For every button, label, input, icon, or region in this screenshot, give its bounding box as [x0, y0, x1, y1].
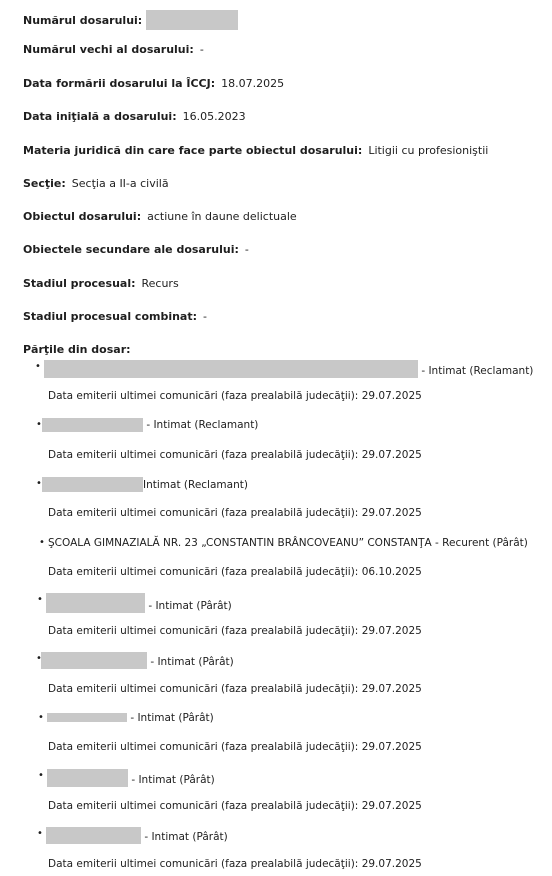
party-role: - Intimat (Pârât): [127, 712, 214, 724]
party-communication: [48, 448, 422, 462]
party-role: - Recurent (Pârât): [431, 537, 528, 549]
field-formation-date: [23, 77, 284, 91]
field-value: actiune în daune delictuale: [147, 210, 297, 223]
bullet-icon: •: [36, 653, 42, 664]
field-old-case-number: [23, 43, 204, 57]
communication-label: Data emiterii ultimei comunicări (faza prealabilă judecăţii):: [48, 800, 359, 812]
communication-date: 29.07.2025: [361, 741, 422, 753]
field-initial-date: [23, 110, 246, 124]
communication-date: 29.07.2025: [361, 683, 422, 695]
party-role: - Intimat (Pârât): [147, 656, 234, 668]
field-label: Numărul vechi al dosarului:: [23, 43, 194, 56]
party-role: - Intimat (Reclamant): [143, 419, 259, 431]
party-role: - Intimat (Pârât): [128, 774, 215, 786]
field-combined-stage: [23, 310, 207, 324]
communication-date: 29.07.2025: [361, 390, 422, 402]
party-item: [38, 769, 215, 787]
field-label: Materia juridică din care face parte obiectul dosarului:: [23, 144, 363, 157]
communication-date: 29.07.2025: [361, 507, 422, 519]
communication-date: 29.07.2025: [361, 800, 422, 812]
communication-date: 29.07.2025: [361, 625, 422, 637]
field-secondary-objects: [23, 243, 249, 257]
field-label: Stadiul procesual:: [23, 277, 136, 290]
field-label: Secţie:: [23, 177, 66, 190]
communication-label: Data emiterii ultimei comunicări (faza prealabilă judecăţii):: [48, 449, 359, 461]
party-item: [37, 593, 232, 613]
party-communication: [48, 624, 422, 638]
bullet-icon: •: [38, 712, 44, 723]
party-role: - Intimat (Pârât): [145, 600, 232, 612]
field-label: Obiectul dosarului:: [23, 210, 142, 223]
party-communication: [48, 857, 422, 871]
field-case-object: [23, 210, 297, 224]
communication-label: Data emiterii ultimei comunicări (faza prealabilă judecăţii):: [48, 683, 359, 695]
parties-heading: [23, 343, 131, 357]
field-value: Recurs: [141, 277, 179, 290]
parties-heading-text: Părţile din dosar:: [23, 343, 131, 356]
redacted-case-number: [146, 10, 238, 30]
party-item: [38, 711, 214, 725]
party-item: [39, 536, 528, 550]
bullet-icon: •: [38, 770, 44, 781]
redacted-party-name: [47, 769, 128, 787]
field-legal-matter: [23, 144, 488, 158]
party-item: [35, 360, 534, 378]
party-item: [36, 418, 259, 432]
field-value: -: [199, 43, 204, 56]
redacted-party-name: [46, 827, 141, 844]
field-label: Data iniţială a dosarului:: [23, 110, 177, 123]
redacted-party-name: [44, 360, 418, 378]
redacted-party-name: [42, 418, 143, 432]
communication-label: Data emiterii ultimei comunicări (faza prealabilă judecăţii):: [48, 625, 359, 637]
bullet-icon: •: [37, 594, 43, 605]
field-label: Data formării dosarului la ÎCCJ:: [23, 77, 216, 90]
party-communication: [48, 799, 422, 813]
field-label: Numărul dosarului:: [23, 14, 143, 27]
bullet-icon: •: [36, 419, 42, 430]
party-communication: [48, 740, 422, 754]
redacted-party-name: [42, 477, 143, 492]
party-item: [36, 652, 234, 669]
field-procedural-stage: [23, 277, 179, 291]
bullet-icon: •: [36, 478, 42, 489]
field-section: [23, 177, 169, 191]
field-value: Litigii cu profesioniştii: [368, 144, 489, 157]
redacted-party-name: [46, 593, 145, 613]
redacted-party-name: [41, 652, 147, 669]
field-value: -: [203, 310, 207, 323]
party-communication: [48, 682, 422, 696]
communication-label: Data emiterii ultimei comunicări (faza prealabilă judecăţii):: [48, 390, 359, 402]
field-case-number: [23, 10, 238, 30]
field-value: -: [244, 243, 249, 256]
party-role: Intimat (Reclamant): [143, 479, 248, 491]
communication-label: Data emiterii ultimei comunicări (faza prealabilă judecăţii):: [48, 858, 359, 870]
party-role: - Intimat (Pârât): [141, 831, 228, 843]
field-value: 16.05.2023: [182, 110, 246, 123]
bullet-icon: •: [37, 828, 43, 839]
communication-date: 06.10.2025: [361, 566, 422, 578]
redacted-party-name: [47, 713, 127, 722]
party-communication: [48, 506, 422, 520]
party-item: [37, 827, 228, 844]
bullet-icon: •: [39, 537, 45, 548]
field-value: 18.07.2025: [221, 77, 285, 90]
field-label: Obiectele secundare ale dosarului:: [23, 243, 239, 256]
party-item: [36, 477, 248, 492]
party-name: ŞCOALA GIMNAZIALĂ NR. 23 „CONSTANTIN BRÂNCOVEANU” CONSTANŢA: [48, 537, 432, 549]
communication-label: Data emiterii ultimei comunicări (faza prealabilă judecăţii):: [48, 566, 359, 578]
field-label: Stadiul procesual combinat:: [23, 310, 198, 323]
party-communication: [48, 565, 422, 579]
party-communication: [48, 389, 422, 403]
communication-label: Data emiterii ultimei comunicări (faza prealabilă judecăţii):: [48, 507, 359, 519]
field-value: Secţia a II-a civilă: [71, 177, 169, 190]
communication-date: 29.07.2025: [361, 449, 422, 461]
communication-date: 29.07.2025: [361, 858, 422, 870]
party-role: - Intimat (Reclamant): [418, 365, 534, 377]
communication-label: Data emiterii ultimei comunicări (faza prealabilă judecăţii):: [48, 741, 359, 753]
bullet-icon: •: [35, 361, 41, 372]
